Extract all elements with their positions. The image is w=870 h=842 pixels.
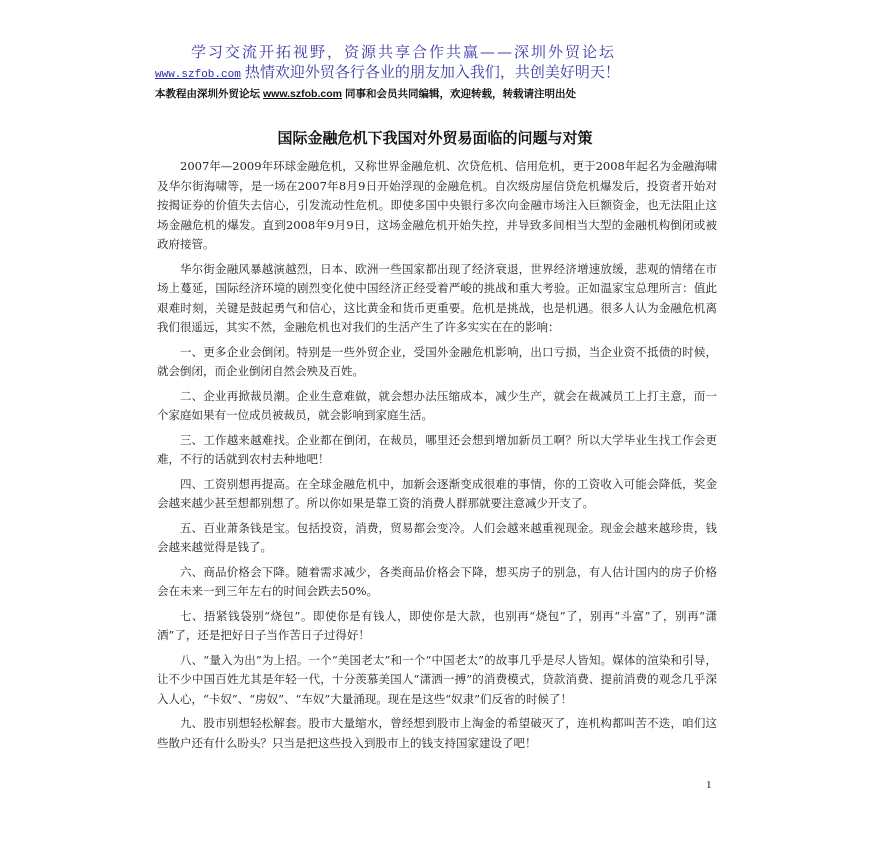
- paragraph: 四、工资别想再提高。在全球金融危机中，加新会逐渐变成很难的事情，你的工资收入可能会降低，奖金会越来越少甚至想都别想了。所以你如果是靠工资的消费人群那就要注意减少开支了。: [157, 476, 717, 510]
- forum-slogan: 学习交流开拓视野，资源共享合作共赢——深圳外贸论坛: [191, 43, 617, 61]
- reprint-notice-prefix: 本教程由深圳外贸论坛: [155, 88, 260, 100]
- article-title: 国际金融危机下我国对外贸易面临的问题与对策: [277, 129, 593, 147]
- paragraph: 八、“量入为出”为上招。一个“美国老太”和一个“中国老太”的故事几乎是尽人皆知。媒体的渲染和引导，让不少中国百姓尤其是年轻一代，十分羡慕美国人“潇洒一搏”的消费模式，贷款消费、提前消费的观念几乎深入人心，“卡奴”、“房奴”、“车奴”大量涌现。现在是这些“奴隶”们反省的时候了！: [157, 652, 717, 706]
- paragraph: 七、捂紧钱袋别“烧包”。即使你是有钱人，即使你是大款，也别再“烧包”了，别再“斗富”了，别再“潇洒”了，还是把好日子当作苦日子过得好！: [157, 608, 717, 642]
- article-body: [157, 157, 717, 758]
- forum-welcome-line: [155, 62, 715, 85]
- paragraph: 华尔街金融风暴越演越烈，日本、欧洲一些国家都出现了经济衰退，世界经济增速放缓，悲观的情绪在市场上蔓延，国际经济环境的剧烈变化使中国经济正经受着严峻的挑战和重大考验。正如温家宝总理所言：值此艰难时刻，关键是鼓起勇气和信心，这比黄金和货币更重要。危机是挑战，也是机遇。很多人认为金融危机离我们很遥远，其实不然，金融危机也对我们的生活产生了许多实实在在的影响：: [157, 261, 717, 334]
- paragraph: 六、商品价格会下降。随着需求减少，各类商品价格会下降，想买房子的别急，有人估计国内的房子价格会在未来一到三年左右的时间会跌去50%。: [157, 564, 717, 598]
- forum-url-link[interactable]: www.szfob.com: [155, 69, 241, 81]
- forum-header: [155, 42, 715, 103]
- paragraph: 2007年—2009年环球金融危机，又称世界金融危机、次贷危机、信用危机，更于2008年起名为金融海啸及华尔街海啸等，是一场在2007年8月9日开始浮现的金融危机。自次级房屋信贷危机爆发后，投资者开始对按揭证券的价值失去信心，引发流动性危机。即使多国中央银行多次向金融市场注入巨额资金，也无法阻止这场金融危机的爆发。直到2008年9月9日，这场金融危机开始失控，并导致多间相当大型的金融机构倒闭或被政府接管。: [157, 159, 717, 251]
- reprint-notice-suffix: 同事和会员共同编辑，欢迎转载，转载请注明出处: [344, 88, 576, 100]
- page-number: 1: [706, 779, 712, 791]
- paragraph: 二、企业再掀裁员潮。企业生意难做，就会想办法压缩成本，减少生产，就会在裁减员工上打主意，而一个家庭如果有一位成员被裁员，就会影响到家庭生活。: [157, 388, 717, 422]
- paragraph: 五、百业萧条钱是宝。包括投资，消费，贸易都会变冷。人们会越来越重视现金。现金会越来越珍贵，钱会越来越觉得是钱了。: [157, 520, 717, 554]
- paragraph: 九、股市别想轻松解套。股市大量缩水，曾经想到股市上淘金的希望破灭了，连机构都叫苦不迭，咱们这些散户还有什么盼头？只当是把这些投入到股市上的钱支持国家建设了吧！: [157, 716, 717, 750]
- forum-welcome-text: 热情欢迎外贸各行各业的朋友加入我们，共创美好明天！: [244, 63, 620, 81]
- paragraph: 一、更多企业会倒闭。特别是一些外贸企业，受国外金融危机影响，出口亏损，当企业资不抵债的时候，就会倒闭，而企业倒闭自然会殃及百姓。: [157, 344, 717, 378]
- paragraph: 三、工作越来越难找。企业都在倒闭，在裁员，哪里还会想到增加新员工啊？所以大学毕业生找工作会更难，不行的话就到农村去种地吧！: [157, 432, 717, 466]
- reprint-notice-url-link[interactable]: www.szfob.com: [263, 88, 342, 100]
- reprint-notice: [155, 85, 715, 103]
